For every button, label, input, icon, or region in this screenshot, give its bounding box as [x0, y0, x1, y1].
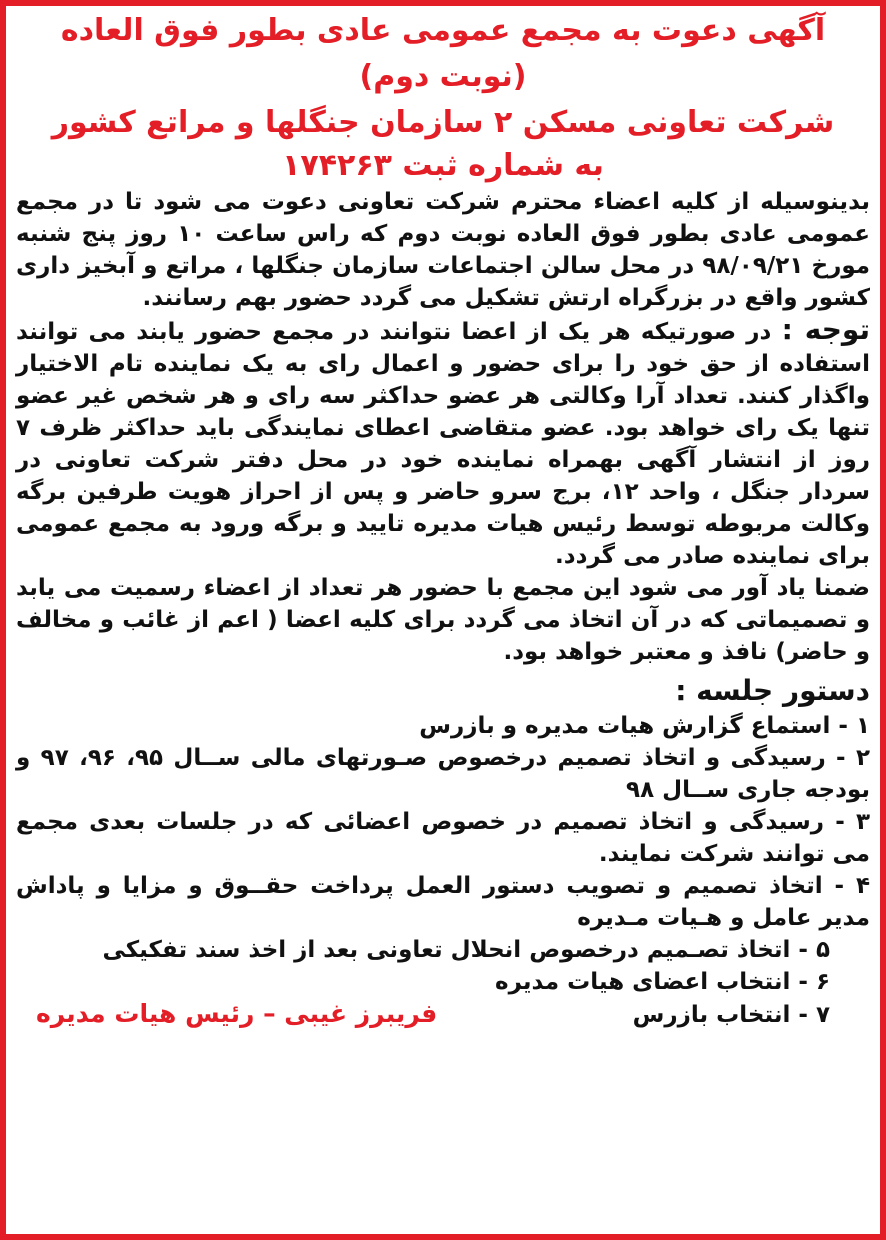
notice-content [16, 8, 870, 1230]
agenda-item: ۳ - رسیدگی و اتخاذ تصمیم در خصوص اعضائی که در جلسات بعدی مجمع می توانند شرکت نمایند. [16, 809, 870, 867]
agenda-heading: دستور جلسه : [675, 674, 870, 707]
intro-paragraph: بدینوسیله از کلیه اعضاء محترم شرکت تعاونی دعوت می شود تا در مجمع عمومی عادی بطور فوق العاده نوبت دوم که راس ساعت ۱۰ روز پنج شنبه مورخ ۹۸/۰۹/۲۱ در محل سالن اجتماعات سازمان جنگلها ، مراتع و آبخیز داری کشور واقع در بزرگراه ارتش تشکیل می گردد حضور بهم رسانند. [16, 189, 871, 311]
notice-title-line-1: آگهی دعوت به مجمع عمومی عادی بطور فوق العاده (نوبت دوم) [60, 13, 826, 94]
note-label: توجه : [781, 313, 870, 346]
footer-row [16, 998, 870, 1031]
agenda-item: ۲ - رسیدگی و اتخاذ تصمیم درخصوص صـورتهای مالی ســال ۹۵، ۹۶، ۹۷ و بودجه جاری ســال ۹۸ [16, 745, 870, 803]
reminder-paragraph: ضمنا یاد آور می شود این مجمع با حضور هر تعداد از اعضاء رسمیت می یابد و تصمیماتی که در آن اتخاذ می گردد برای کلیه اعضا ( اعم از غائب و مخالف و حاضر) نافذ و معتبر خواهد بود. [16, 575, 870, 665]
notice-title-line-3: به شماره ثبت ۱۷۴۲۶۳ [282, 148, 604, 183]
signature: فریبرز غیبی – رئیس هیات مدیره [36, 999, 438, 1028]
agenda-item: ۵ - اتخاذ تصـمیم درخصوص انحلال تعاونی بعد از اخذ سند تفکیکی [102, 937, 830, 963]
agenda-item: ۷ - انتخاب بازرس [632, 1002, 830, 1028]
agenda-item: ۴ - اتخاذ تصمیم و تصویب دستور العمل پرداخت حقــوق و مزایا و پاداش مدیر عامل و هـیات مـدیره [16, 873, 870, 931]
agenda-item: ۶ - انتخاب اعضای هیات مدیره [495, 969, 830, 995]
agenda-item: ۱ - استماع گزارش هیات مدیره و بازرس [419, 713, 870, 739]
note-paragraph [16, 314, 870, 572]
note-text: در صورتیکه هر یک از اعضا نتوانند در مجمع حضور یابند می توانند استفاده از حق خود را برای حضور و اعمال رای به یک نماینده تام الاختیار واگذار کنند. تعداد آرا وکالتی هر عضو حداکثر سه رای و هر شخص غیر عضو تنها یک رای خواهد بود. عضو متقاضی اعطای نمایندگی باید حداکثر ظرف ۷ روز از انتشار آگهی بهمراه نماینده خود در محل دفتر شرکت تعاونی در سردار جنگل ، واحد ۱۲، برج سرو حاضر و پس از احراز هویت طرفین برگه وکالت مربوطه توسط رئیس هیات مدیره تایید و برگه ورود به مجمع عمومی برای نماینده صادر می گردد. [16, 319, 870, 569]
notice-title-line-2: شرکت تعاونی مسکن ۲ سازمان جنگلها و مراتع کشور [51, 105, 835, 140]
agenda-list [16, 710, 870, 1031]
